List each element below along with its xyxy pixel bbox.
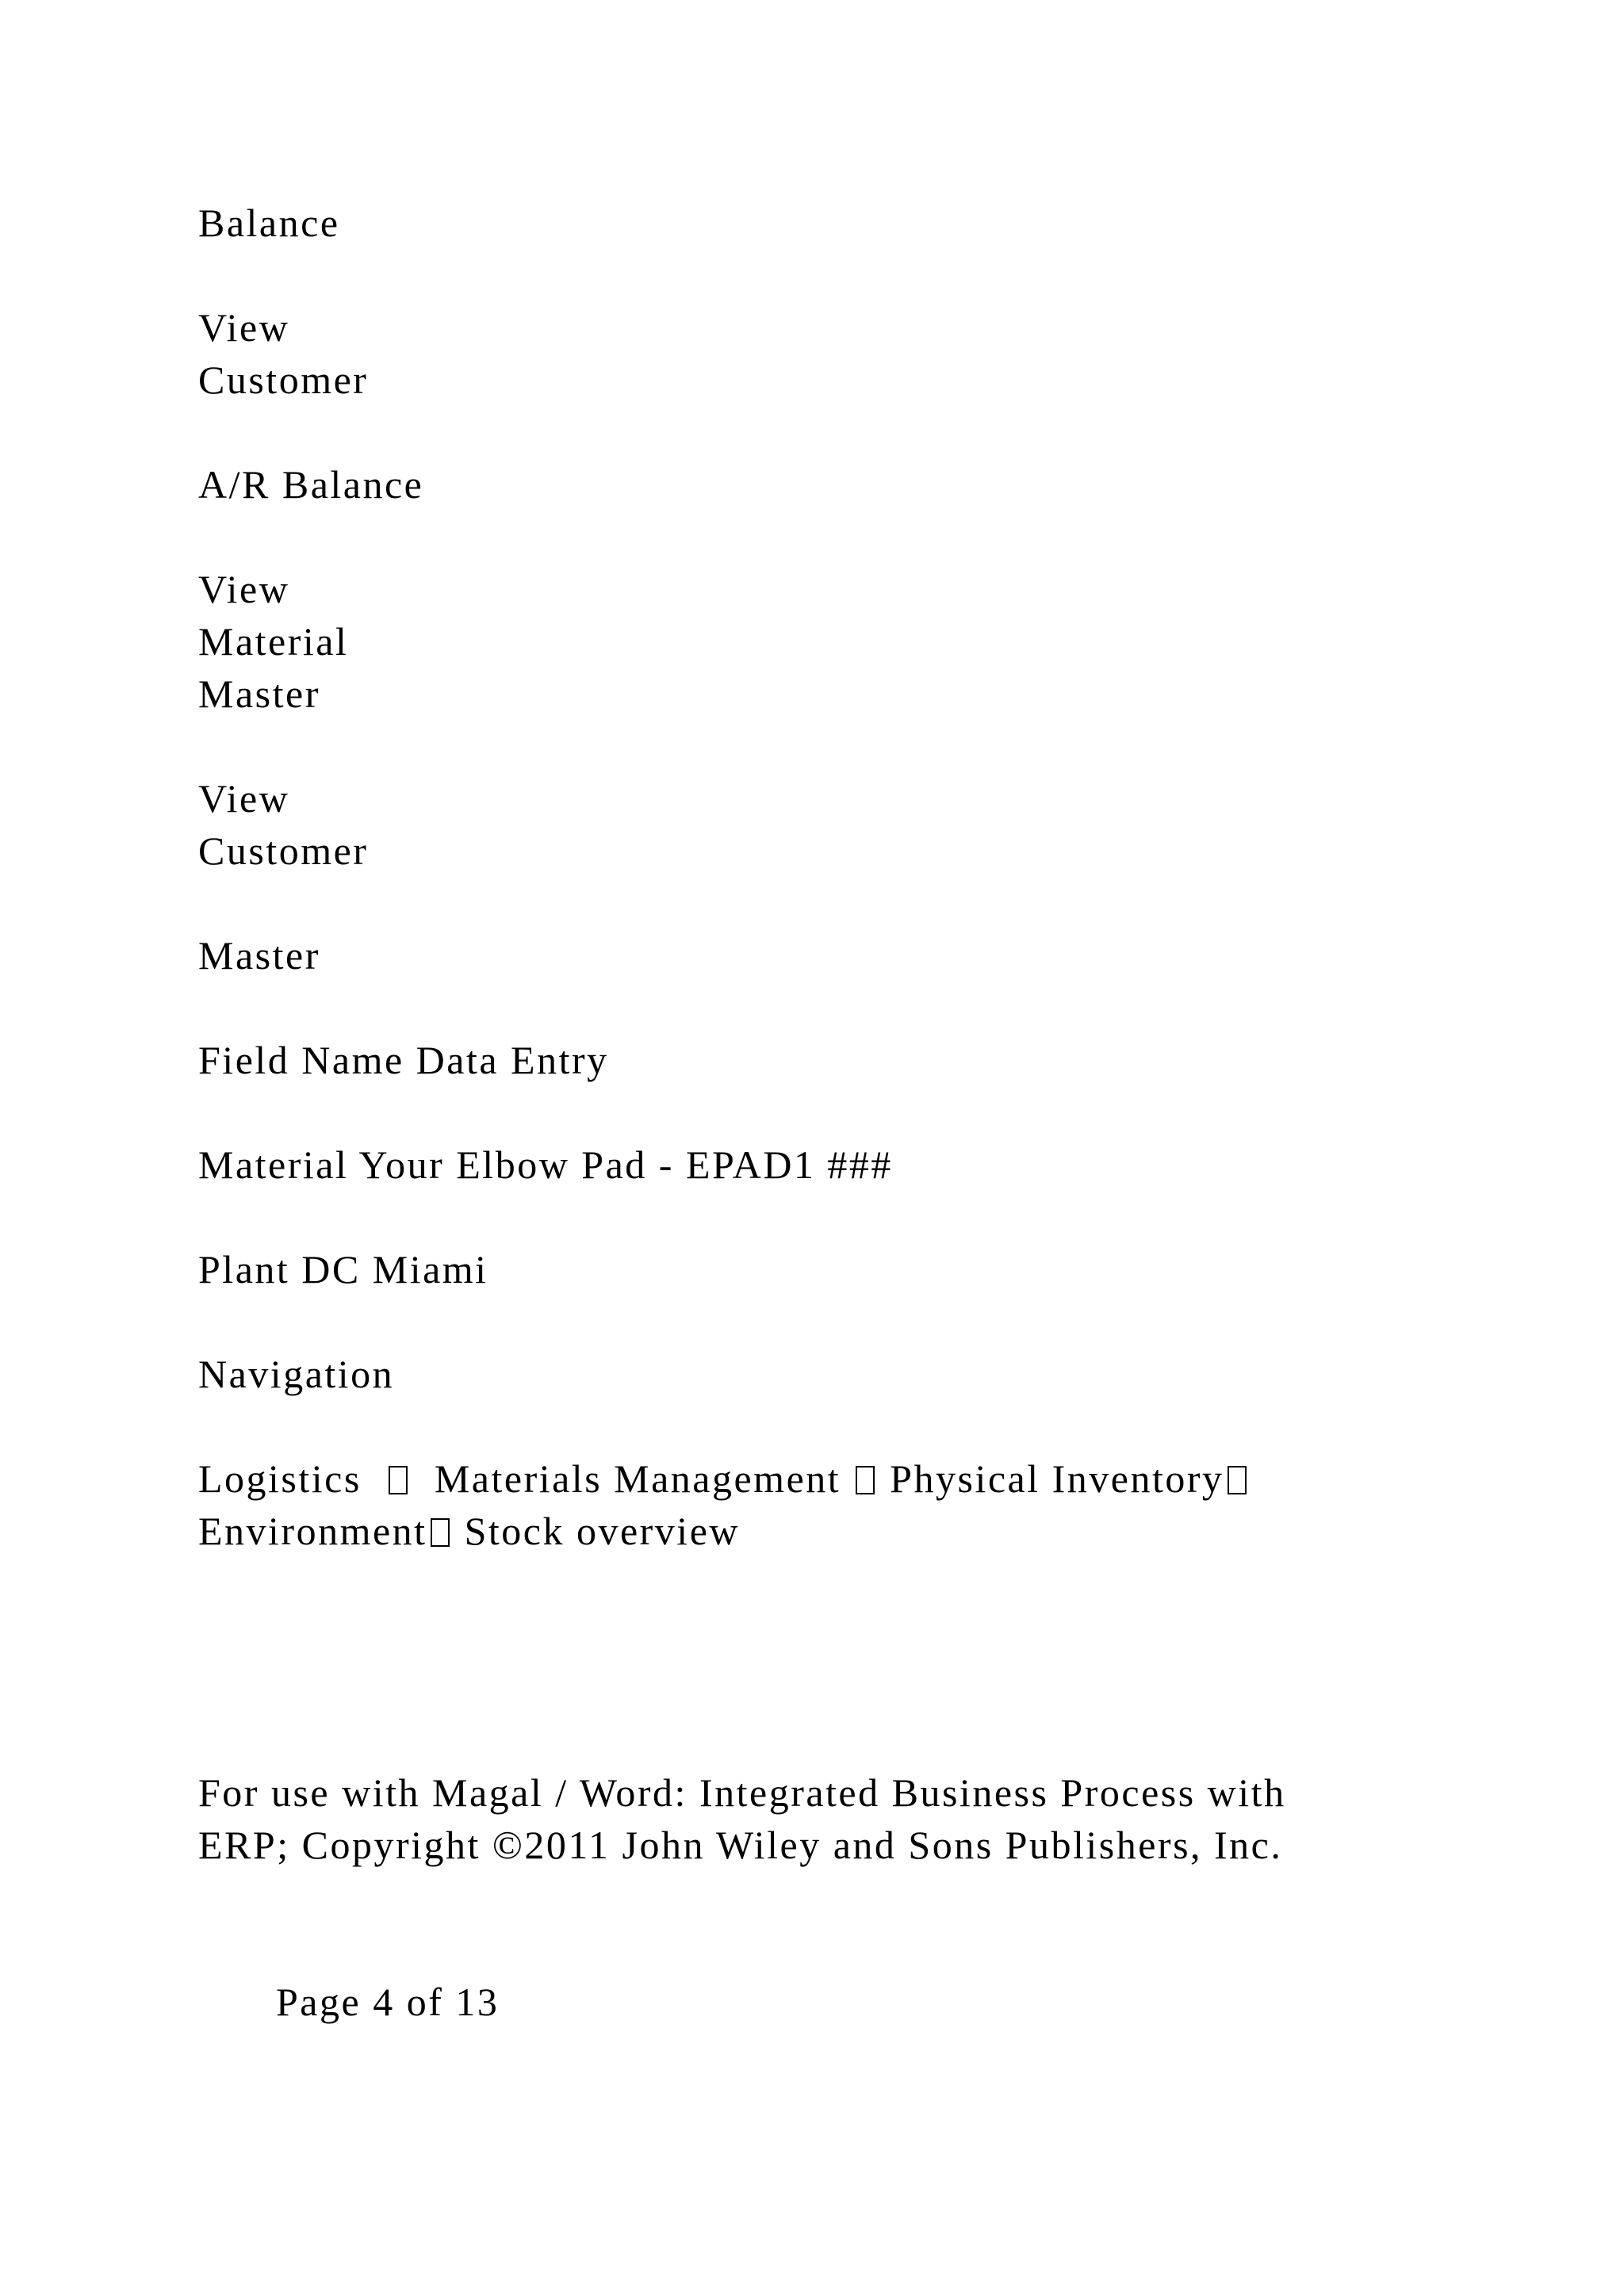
row-material: Material Your Elbow Pad - EPAD1 ### [198,1142,893,1187]
navigation-path-line-1 [198,1452,1250,1505]
nav-materials-management: Materials Management [434,1456,841,1501]
text-master: Master [198,672,320,716]
footer-copyright-line-2: ERP; Copyright ©2011 John Wiley and Sons Publishers, Inc. [198,1823,1283,1867]
footer-page-number: Page 4 of 13 [276,1980,500,2024]
navigation-path-line-2 [198,1505,740,1557]
arrow-placeholder-box-icon [856,1466,875,1494]
text-customer: Customer [198,828,369,873]
nav-logistics: Logistics [198,1456,362,1501]
text-view: View [198,305,290,350]
text-view: View [198,776,290,821]
footer-copyright-line-1: For use with Magal / Word: Integrated Business Process with [198,1770,1286,1815]
text-balance: Balance [198,201,340,245]
text-material: Material [198,619,349,664]
text-master: Master [198,933,320,978]
row-plant: Plant DC Miami [198,1247,488,1292]
text-view: View [198,567,290,611]
arrow-placeholder-box-icon [431,1518,450,1547]
nav-stock-overview: Stock overview [464,1509,740,1553]
arrow-placeholder-box-icon [1228,1466,1247,1494]
arrow-placeholder-box-icon [389,1466,408,1494]
table-header-field-name-data-entry: Field Name Data Entry [198,1038,609,1082]
text-customer: Customer [198,358,369,402]
nav-physical-inventory: Physical Inventory [890,1456,1224,1501]
heading-navigation: Navigation [198,1352,395,1396]
text-ar-balance: A/R Balance [198,462,424,507]
nav-environment: Environment [198,1509,427,1553]
